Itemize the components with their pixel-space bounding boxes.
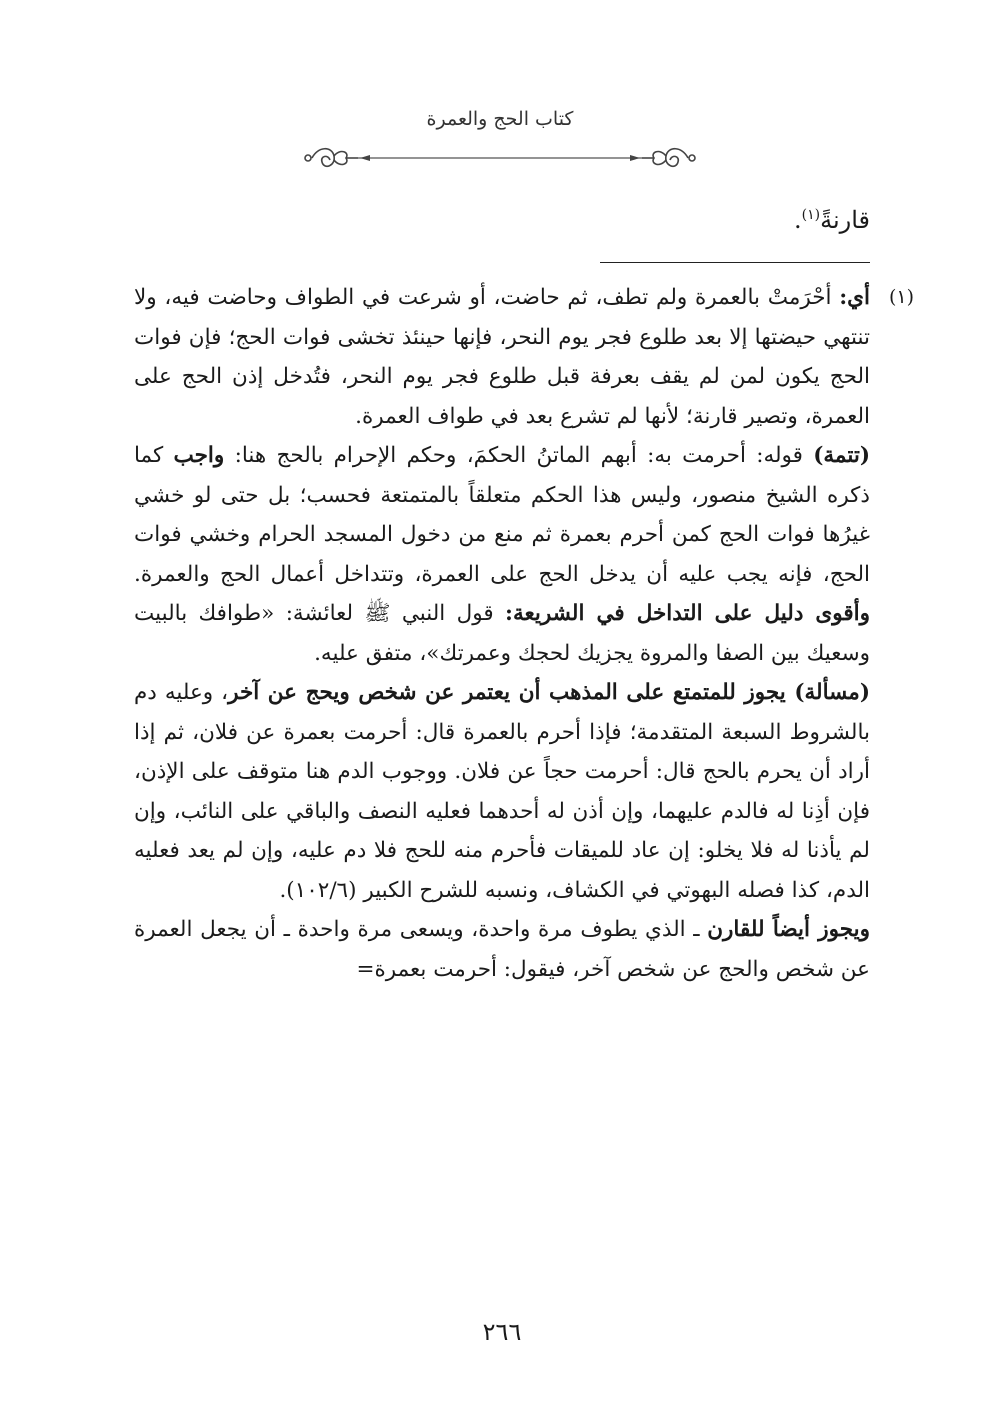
footnote-separator [600, 262, 870, 263]
footnote-marker: (١) [888, 286, 914, 308]
footnote-body [134, 278, 914, 989]
page-number: ٢٦٦ [482, 1318, 522, 1346]
footnote-reference[interactable]: (١) [801, 207, 821, 223]
paragraph-lead: (مسألة) يجوز للمتمتع على المذهب أن يعتمر عن شخص ويحج عن آخر [228, 680, 870, 705]
main-word: قارنةً [820, 206, 870, 234]
paragraph-text: ، وعليه دم بالشروط السبعة المتقدمة؛ فإذا أحرم بالعمرة قال: أحرمت بعمرة عن فلان، ثم إذا أراد أن يحرم بالحج قال: أحرمت حجاً عن فلان. ووجوب الدم هنا متوقف على الإذن، فإن أذِنا له فالدم عليهما، وإن أذن له أحدهما فعليه النصف والباقي على النائب، وإن لم يأذنا له فلا يخلو: إن عاد للميقات فأحرم منه للحج فلا دم عليه، وإن لم يعد فعليه الدم، كذا فصله البهوتي في الكشاف، ونسبه للشرح الكبير (١٠٢/٦). [134, 680, 870, 903]
main-text [130, 196, 870, 239]
paragraph-lead: أي: [839, 285, 870, 310]
paragraph-text: قول النبي ﷺ لعائشة: «طوافك بالبيت وسعيك بين الصفا والمروة يجزيك لحجك وعمرتك»، متفق عليه. [134, 601, 870, 666]
paragraph-lead: ويجوز أيضاً للقارن [707, 917, 871, 942]
footnote-paragraph [134, 436, 870, 673]
footnote-paragraph [134, 910, 870, 989]
paragraph-text: كما ذكره الشيخ منصور، وليس هذا الحكم متعلقاً بالمتمتعة فحسب؛ بل حتى لو خشي غيرُها فوات الحج كمن أحرم بعمرة ثم منع من دخول المسجد الحرام وخشي فوات الحج، فإنه يجب عليه أن يدخل الحج على العمرة، وتتداخل أعمال الحج والعمرة. [134, 443, 870, 587]
book-title: كتاب الحج والعمرة [426, 108, 574, 130]
footnote-paragraph [134, 673, 870, 910]
footnote-paragraph [134, 278, 914, 436]
running-header [300, 108, 700, 178]
paragraph-bold: واجب [173, 443, 225, 468]
paragraph-text: أحْرَمتْ بالعمرة ولم تطف، ثم حاضت، أو شرعت في الطواف وحاضت فيه، ولا تنتهي حيضتها إلا بعد طلوع فجر يوم النحر، فإنها حينئذ تخشى فوات الحج؛ فإن فوات الحج يكون لمن لم يقف بعرفة قبل طلوع فجر يوم النحر، فتُدخل إذن الحج على العمرة، وتصير قارنة؛ لأنها لم تشرع بعد في طواف العمرة. [134, 285, 870, 429]
paragraph-text: ـ الذي يطوف مرة واحدة، ويسعى مرة واحدة ـ أن يجعل العمرة عن شخص والحج عن شخص آخر، فيقول: أحرمت بعمرة= [134, 917, 870, 982]
main-text-end: . [793, 206, 802, 234]
ornament-rule-icon [300, 144, 700, 184]
paragraph-text: قوله: أحرمت به: أبهم الماتنُ الحكمَ، وحكم الإحرام بالحج هنا: [224, 443, 814, 468]
paragraph-bold: وأقوى دليل على التداخل في الشريعة: [505, 601, 870, 626]
paragraph-lead: (تتمة) [813, 443, 870, 468]
